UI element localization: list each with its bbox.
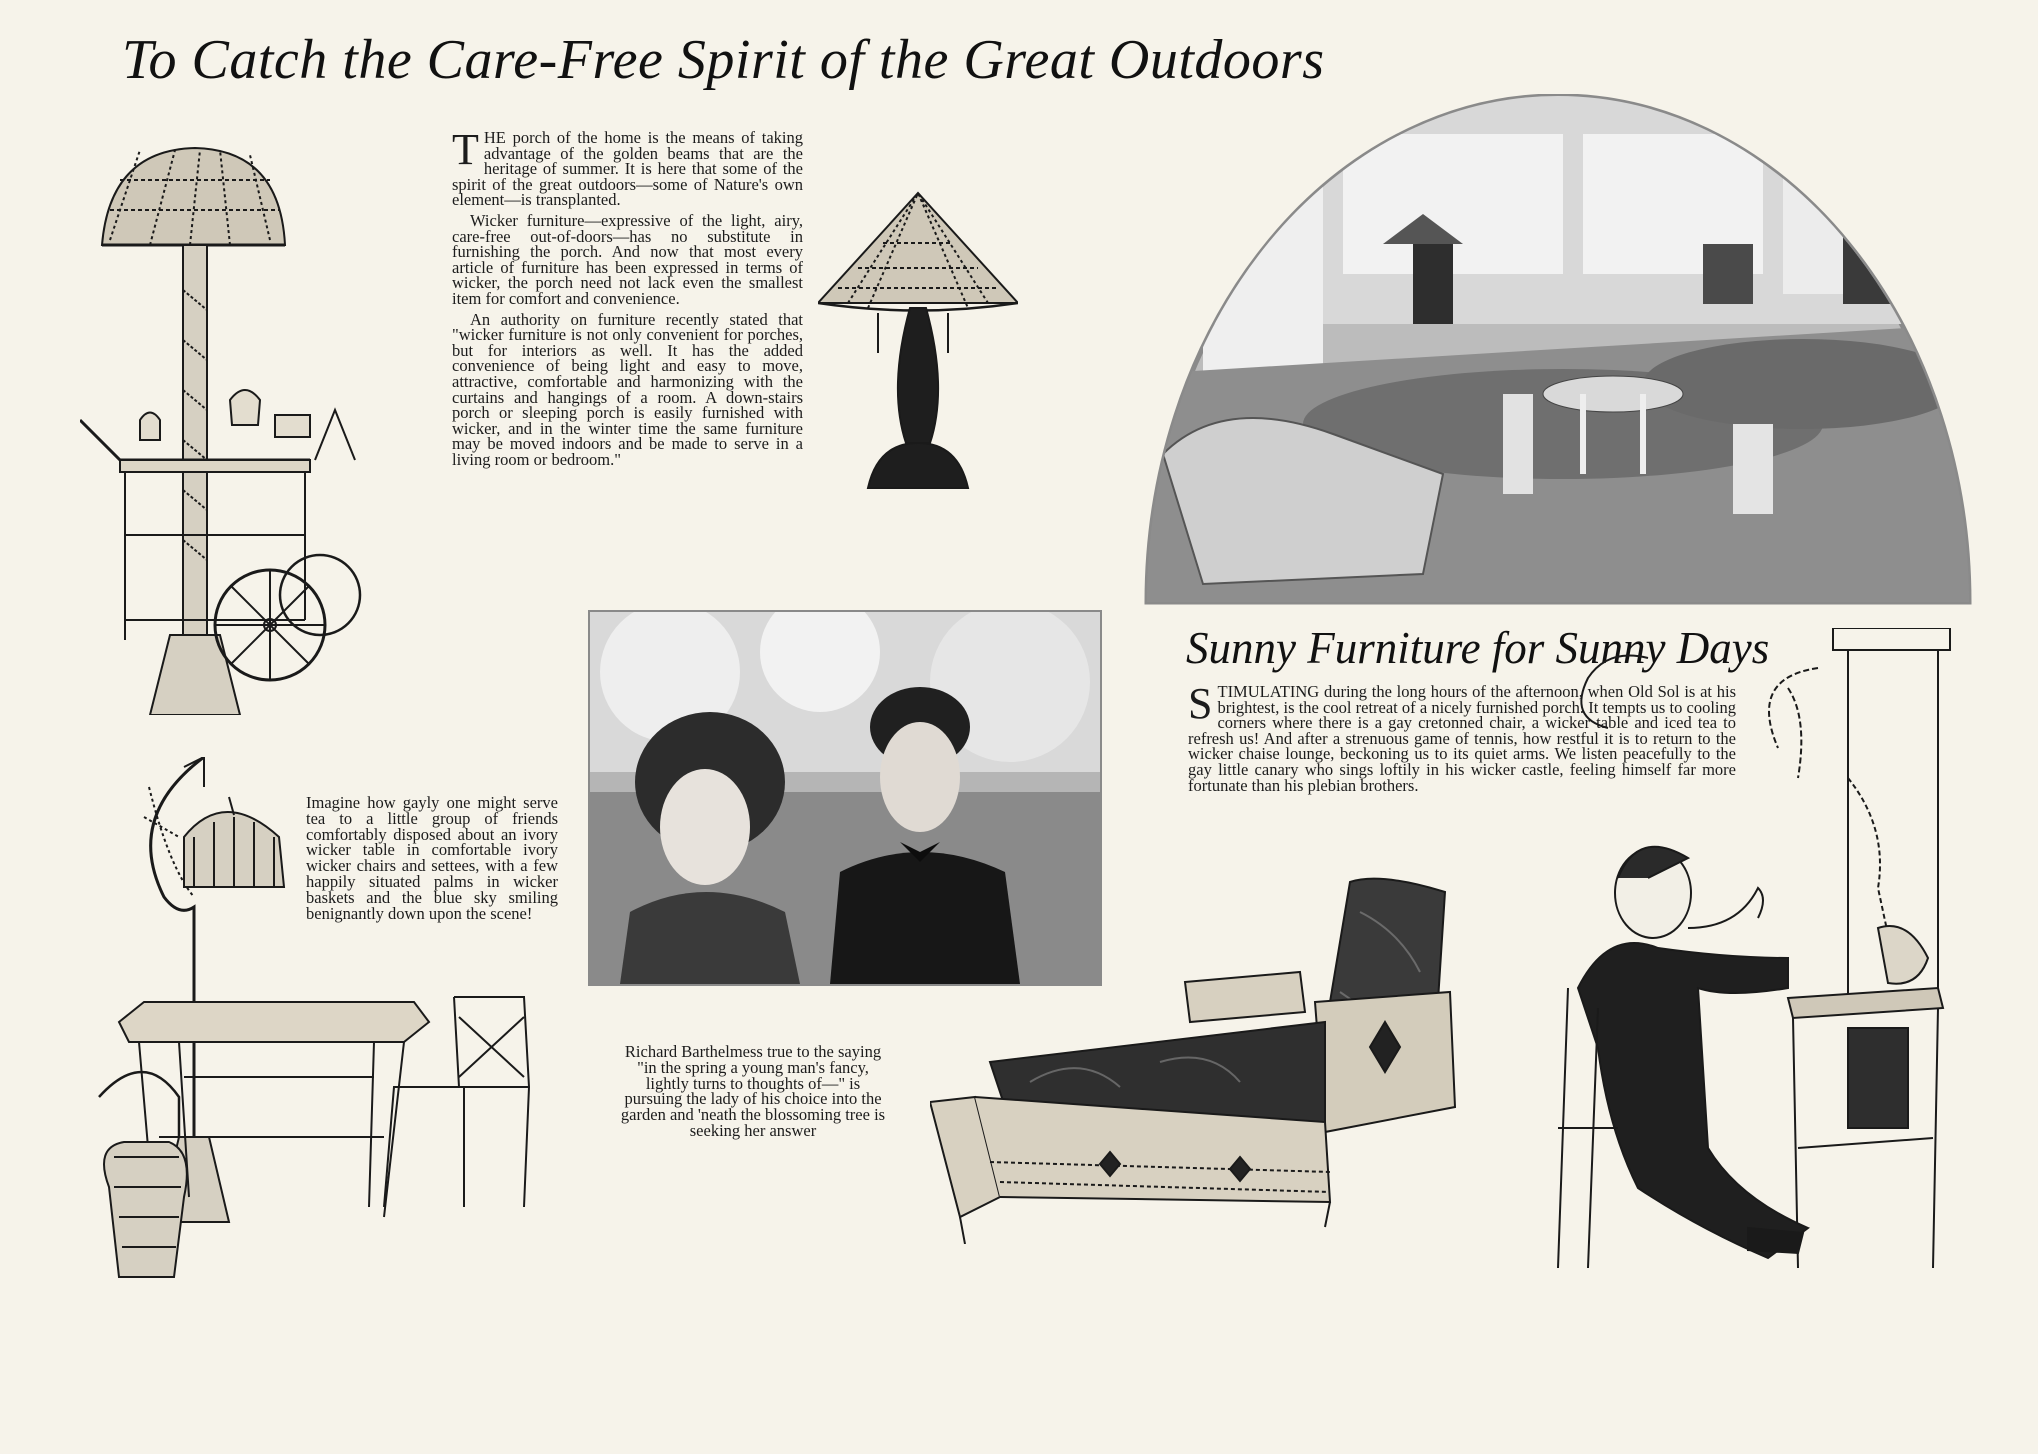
intro-article: [452, 125, 803, 472]
tea-caption: Imagine how gayly one might serve tea to a little group of friends comfortably disposed about an ivory wicker table in comfortable ivory wicker chairs and settees, with a few happily situated palms in wicker baskets and the blue sky smiling benignantly down upon the scene!: [306, 793, 558, 923]
photo-caption: Richard Barthelmess true to the saying "in the spring a young man's fancy, lightly turns to thoughts of—" is pursuing the lady of his choice into the garden and 'neath the blossoming tree is seeking her answer: [620, 1042, 886, 1140]
intro-paragraph-1-text: HE porch of the home is the means of taking advantage of the golden beams that are the heritage of summer. It is here that some of the spirit of the great outdoors—some of Nature's own element—is transplanted.: [452, 128, 803, 210]
woman-at-wicker-desk-illustration: [1548, 628, 1958, 1278]
sunny-dropcap: S: [1188, 679, 1213, 728]
sun-porch-photo: [1143, 94, 1973, 606]
intro-paragraph-1: [452, 125, 803, 210]
wicker-floor-lamp-tea-cart-illustration: [80, 140, 420, 715]
intro-dropcap: T: [452, 125, 479, 174]
intro-paragraph-3: An authority on furniture recently stated that "wicker furniture is not only convenient for porches, but for interiors as well. It has the added convenience of being light and easy to move, attractive, comfortable and harmonizing with the curtains and hangings of a room. A down-stairs porch or sleeping porch is easily furnished with wicker, and in the winter time the same furniture may be moved indoors and be made to serve in a living room or bedroom.": [452, 309, 803, 469]
headline: To Catch the Care-Free Spirit of the Great Outdoors: [122, 29, 1325, 91]
wicker-table-lamp-illustration: [818, 188, 1018, 498]
intro-paragraph-2: Wicker furniture—expressive of the light, airy, care-free out-of-doors—has no substitute in furnishing the porch. And now that most every article of furniture has been expressed in terms of wicker, the porch need not lack even the smallest item for comfort and convenience.: [452, 210, 803, 308]
sunny-furniture-subhead: Sunny Furniture for Sunny Days: [1186, 623, 1770, 673]
wicker-chaise-lounge-illustration: [930, 872, 1525, 1244]
sunny-paragraph-text: TIMULATING during the long hours of the afternoon, when Old Sol is at his brightest, is the cool retreat of a nicely furnished porch. It tempts us to cooling corners where there is a gay cretonned chair, a wicker table and iced tea to refresh us! And after a strenuous game of tennis, how restful it is to return to the wicker chaise lounge, beckoning us to its quiet arms. We listen peacefully to the gay little canary who sings loftily in his wicker castle, feeling himself far more fortunate than his plebian brothers.: [1188, 682, 1736, 795]
